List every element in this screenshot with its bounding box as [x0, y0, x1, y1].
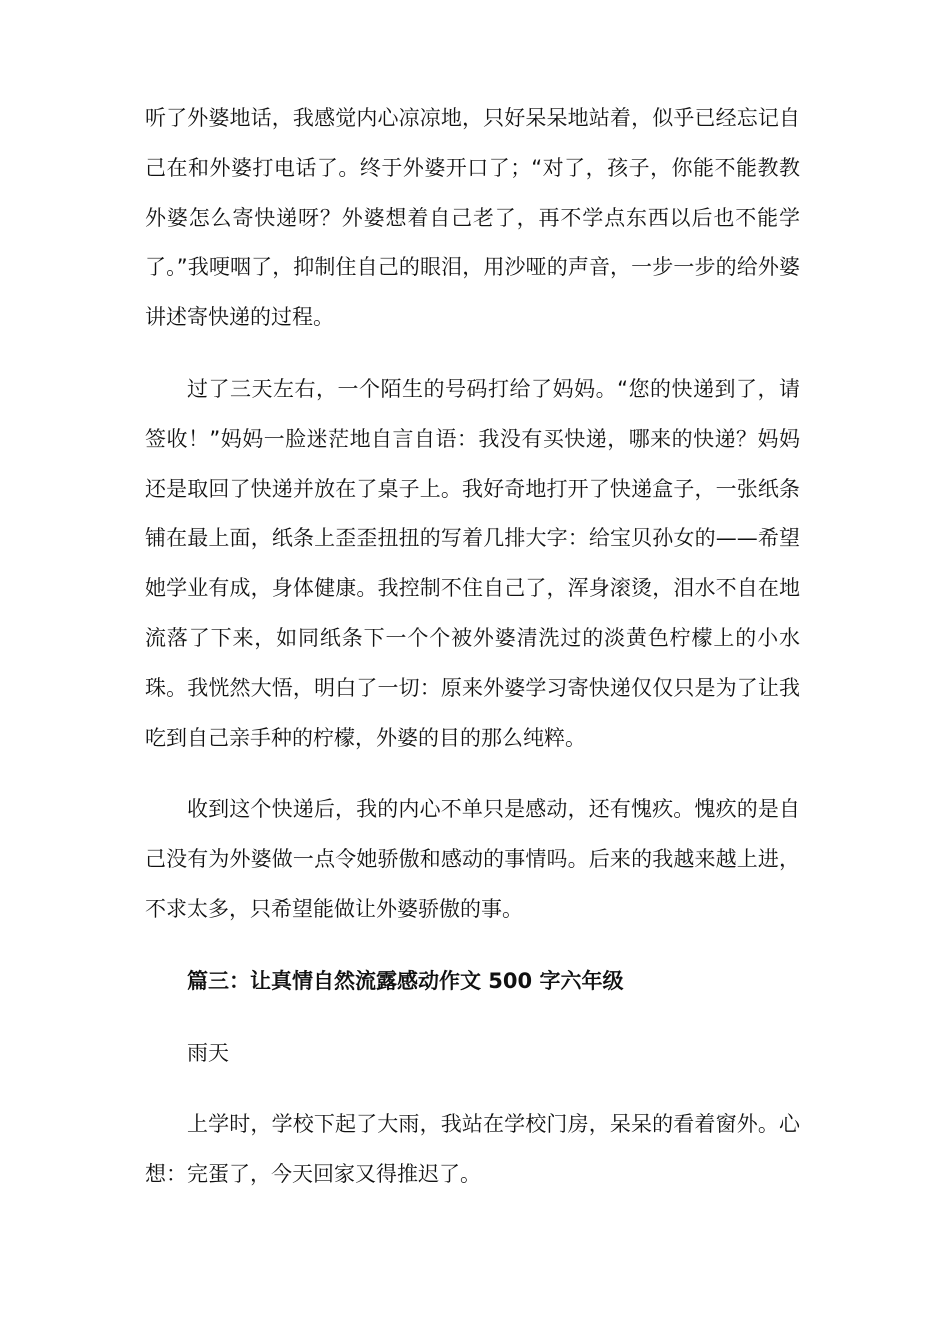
- paragraph-grandma-call: 听了外婆地话，我感觉内心凉凉地，只好呆呆地站着，似乎已经忘记自己在和外婆打电话了。终于外婆开口了；“对了，孩子，你能不能教教外婆怎么寄快递呀？外婆想着自己老了，再不学点东西以后也不能学了。”我哽咽了，抑制住自己的眼泪，用沙哑的声音，一步一步的给外婆讲述寄快递的过程。: [145, 106, 800, 330]
- paragraph-rainy-day: 上学时，学校下起了大雨，我站在学校门房，呆呆的看着窗外。心想：完蛋了，今天回家又得推迟了。: [145, 1112, 800, 1187]
- paragraph-package-arrival: 过了三天左右，一个陌生的号码打给了妈妈。“您的快递到了，请签收！”妈妈一脸迷茫地自言自语：我没有买快递，哪来的快递？妈妈还是取回了快递并放在了桌子上。我好奇地打开了快递盒子，一张纸条铺在最上面，纸条上歪歪扭扭的写着几排大字：给宝贝孙女的——希望她学业有成，身体健康。我控制不住自己了，浑身滚烫，泪水不自在地流落了下来，如同纸条下一个个被外婆清洗过的淡黄色柠檬上的小水珠。我恍然大悟，明白了一切：原来外婆学习寄快递仅仅只是为了让我吃到自己亲手种的柠檬，外婆的目的那么纯粹。: [145, 376, 800, 750]
- document-body: [145, 94, 800, 1222]
- section-subtitle: 雨天: [187, 1040, 229, 1065]
- section-heading: 篇三：让真情自然流露感动作文 500 字六年级: [187, 968, 624, 993]
- paragraph-reflection: 收到这个快递后，我的内心不单只是感动，还有愧疚。愧疚的是自己没有为外婆做一点令她骄傲和感动的事情吗。后来的我越来越上进，不求太多，只希望能做让外婆骄傲的事。: [145, 797, 800, 921]
